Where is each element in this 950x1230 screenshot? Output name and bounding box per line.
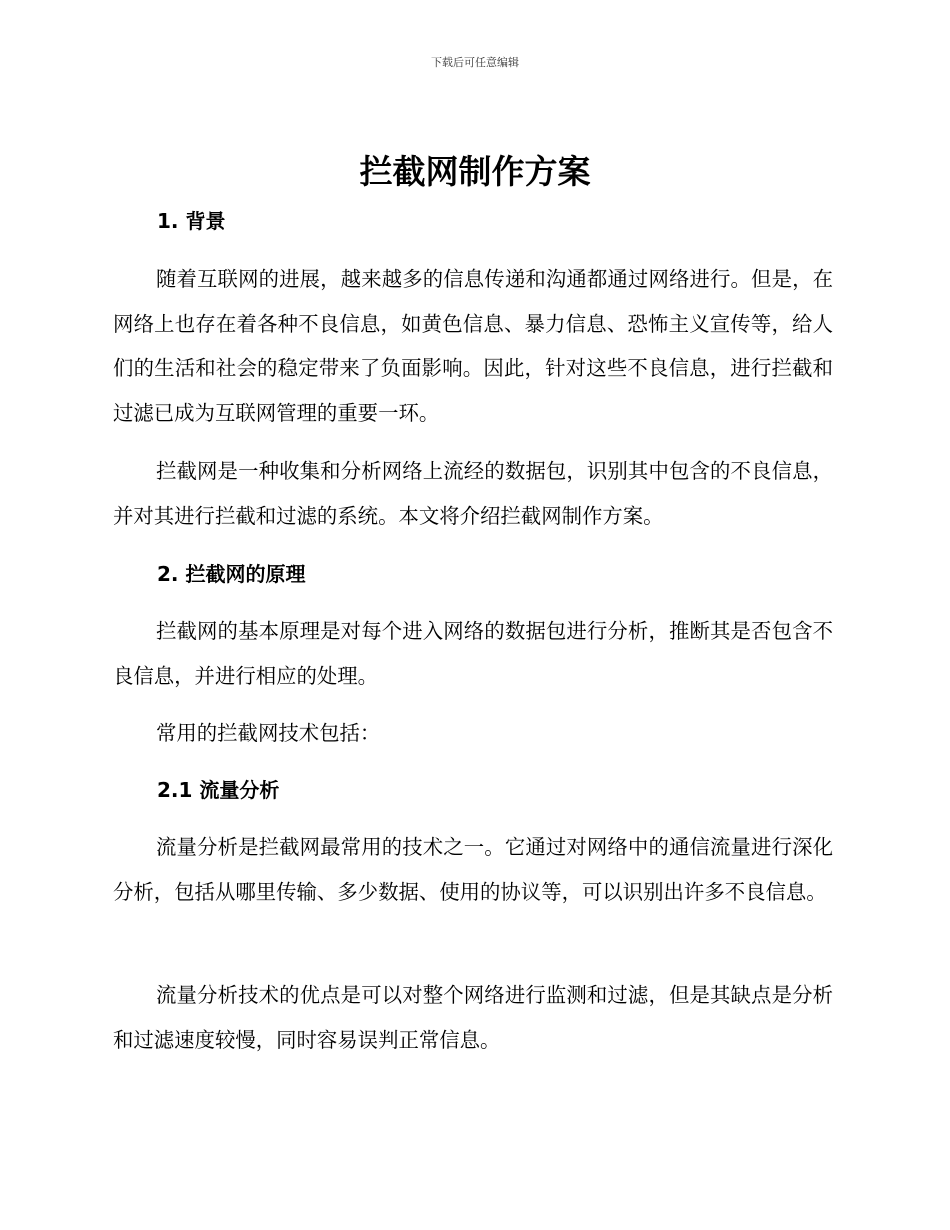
document-title: 拦截网制作方案 [359, 152, 591, 191]
paragraph-principle-1: 拦截网的基本原理是对每个进入网络的数据包进行分析，推断其是否包含不良信息，并进行相应的处理。 [113, 619, 833, 688]
paragraph-traffic-analysis-1: 流量分析是拦截网最常用的技术之一。它通过对网络中的通信流量进行深化分析，包括从哪里传输、多少数据、使用的协议等，可以识别出许多不良信息。 [113, 835, 833, 904]
section-heading-principle: 2. 拦截网的原理 [157, 562, 306, 586]
page-header-note: 下载后可任意编辑 [431, 56, 519, 69]
paragraph-background-1: 随着互联网的进展，越来越多的信息传递和沟通都通过网络进行。但是，在网络上也存在着各种不良信息，如黄色信息、暴力信息、恐怖主义宣传等，给人们的生活和社会的稳定带来了负面影响。因此，针对这些不良信息，进行拦截和过滤已成为互联网管理的重要一环。 [113, 267, 833, 425]
paragraph-principle-2: 常用的拦截网技术包括： [156, 721, 381, 745]
paragraph-background-2: 拦截网是一种收集和分析网络上流经的数据包，识别其中包含的不良信息，并对其进行拦截和过滤的系统。本文将介绍拦截网制作方案。 [113, 459, 833, 528]
section-heading-traffic-analysis: 2.1 流量分析 [157, 778, 280, 802]
paragraph-traffic-analysis-2: 流量分析技术的优点是可以对整个网络进行监测和过滤，但是其缺点是分析和过滤速度较慢，同时容易误判正常信息。 [113, 983, 833, 1052]
section-heading-background: 1. 背景 [157, 209, 226, 233]
